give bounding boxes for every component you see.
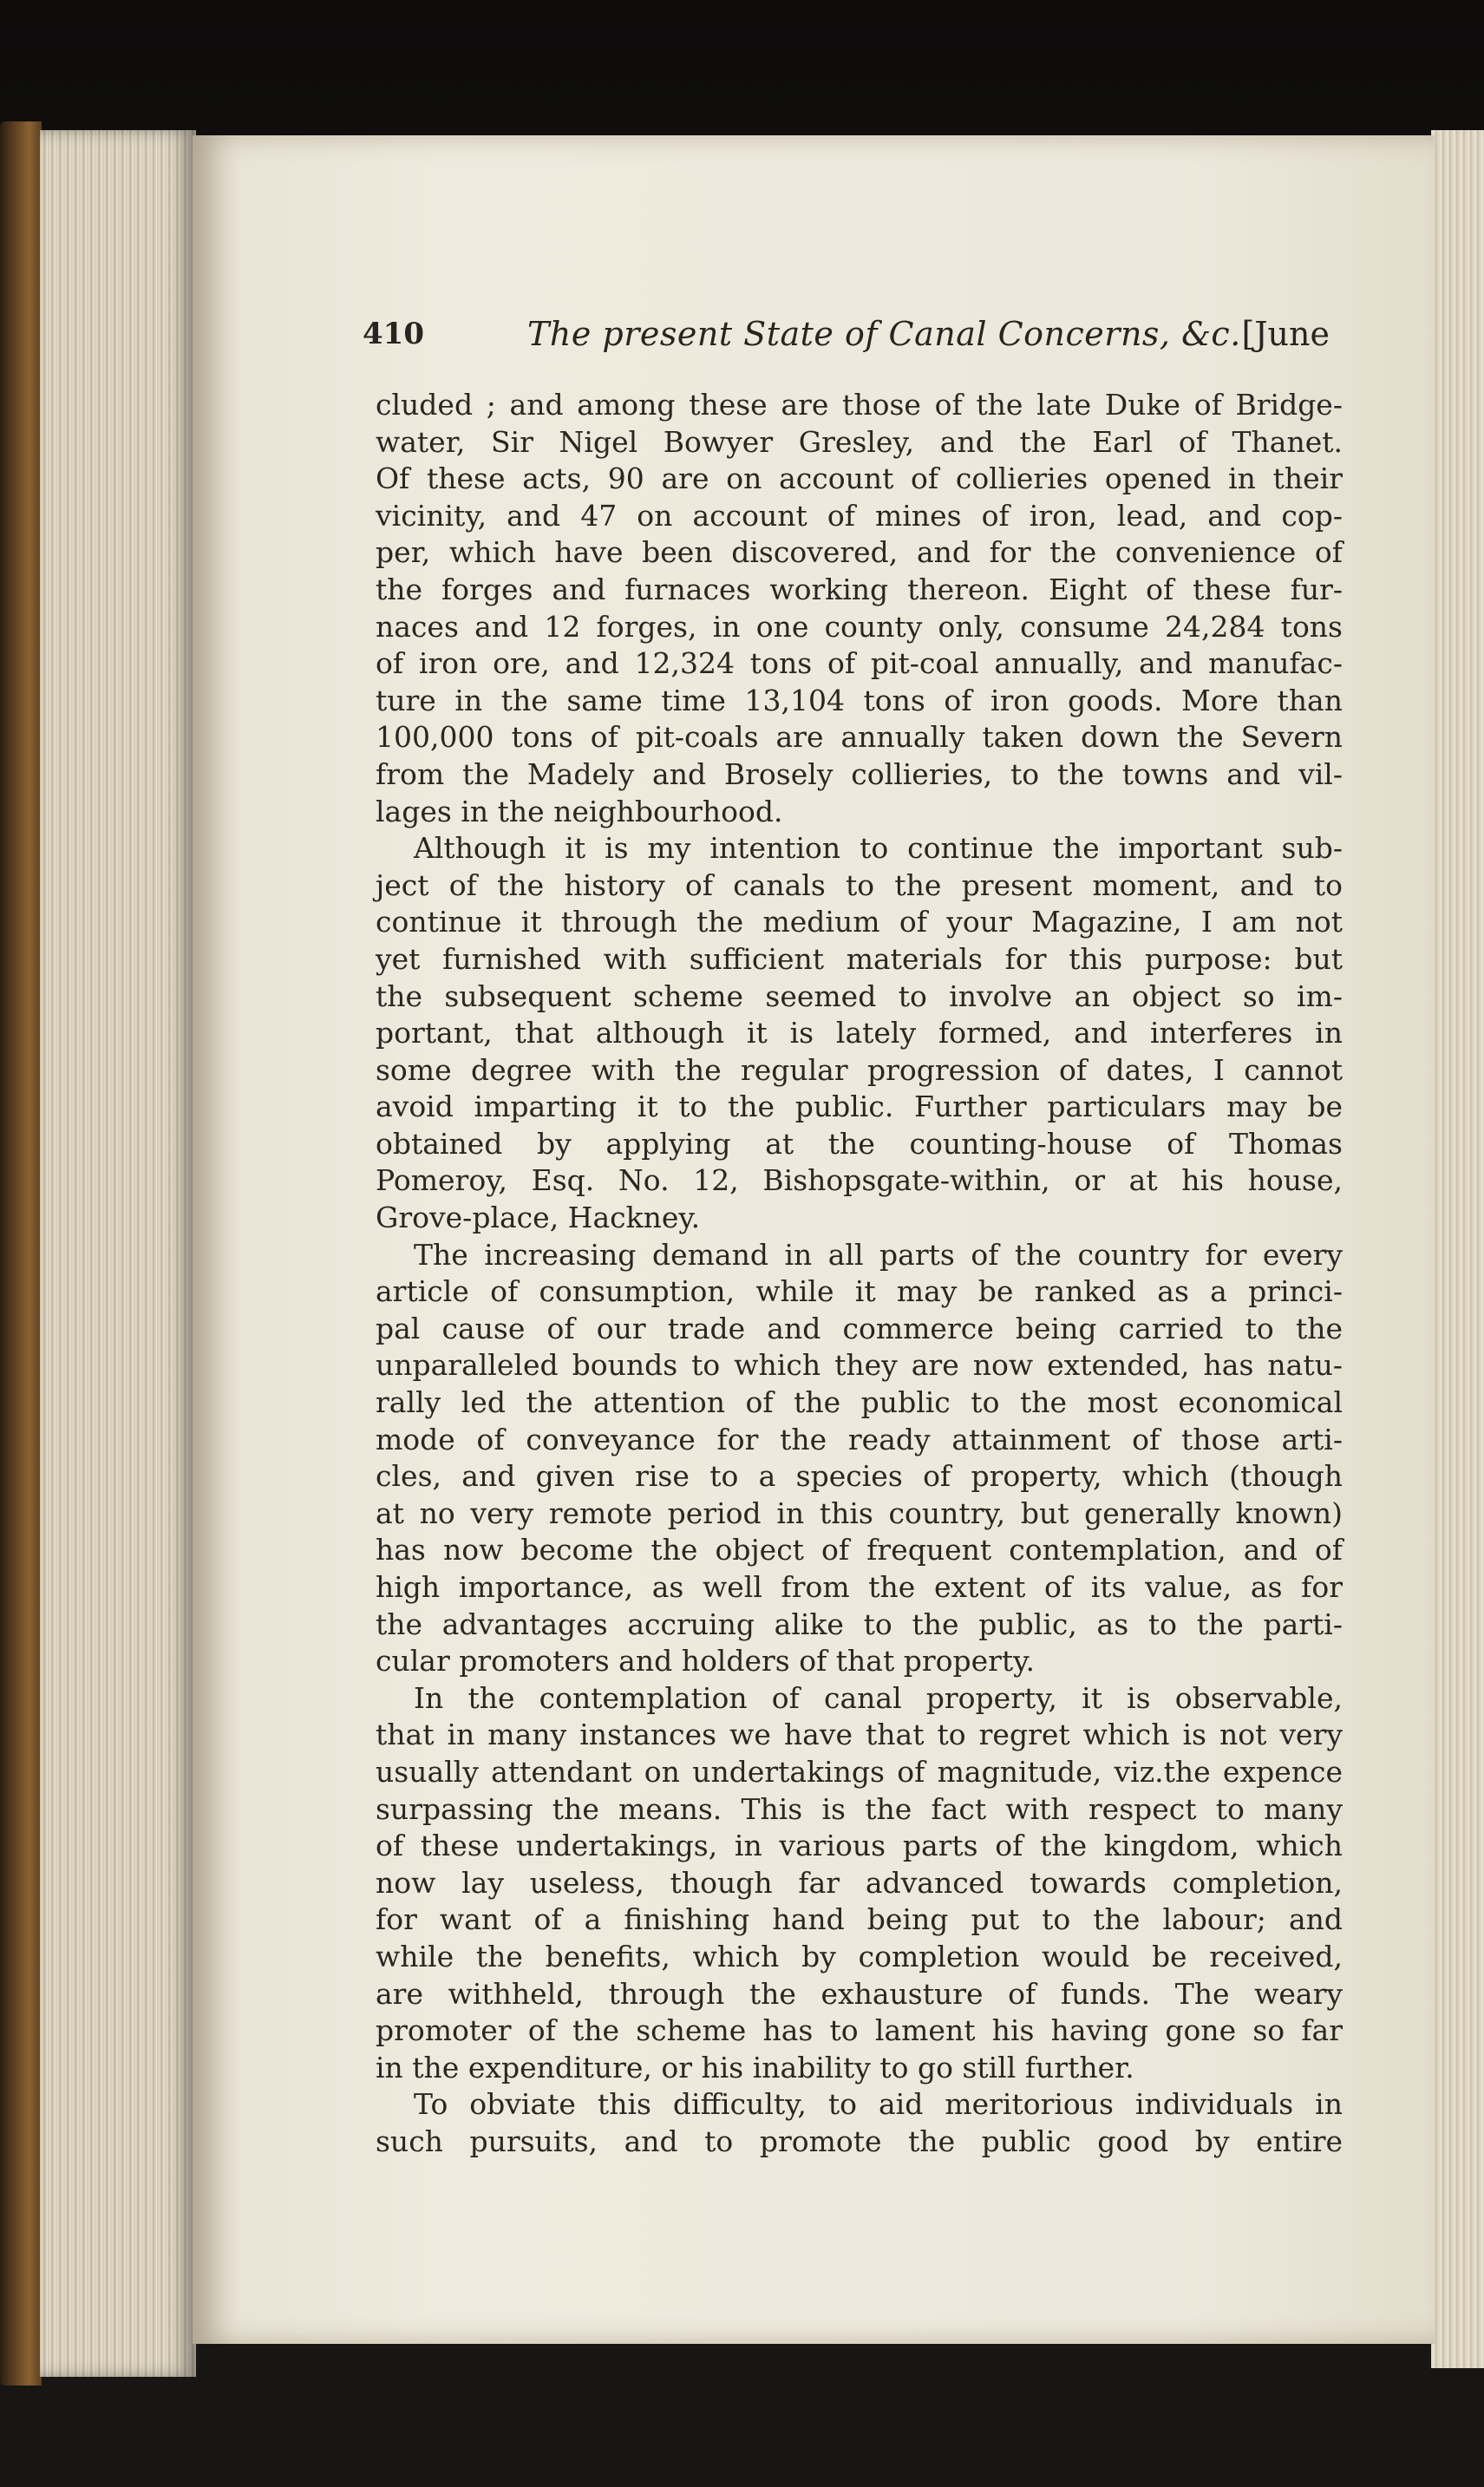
text-line: unparalleled bounds to which they are now extended, has natu- [376, 1348, 1343, 1383]
text-line: the advantages accruing alike to the public, as to the parti- [376, 1607, 1343, 1641]
text-line: Although it is my intention to continue the important sub- [414, 831, 1343, 866]
text-line: are withheld, through the exhausture of funds. The weary [376, 1976, 1343, 2011]
text-line: the forges and furnaces working thereon. Eight of these fur- [376, 572, 1343, 606]
running-month: [June [1241, 315, 1330, 353]
text-line: rally led the attention of the public to the most economical [376, 1385, 1343, 1420]
text-line: vicinity, and 47 on account of mines of iron, lead, and cop- [376, 498, 1343, 533]
text-line: has now become the object of frequent contemplation, and of [376, 1533, 1343, 1567]
text-line: pal cause of our trade and commerce being carried to the [376, 1311, 1343, 1345]
text-line: high importance, as well from the extent of its value, as for [376, 1570, 1343, 1604]
text-line: yet furnished with sufficient materials for this purpose: but [376, 941, 1343, 976]
text-line: in the expenditure, or his inability to go still further. [376, 2050, 1134, 2084]
text-line: naces and 12 forges, in one county only, consume 24,284 tons [376, 609, 1343, 644]
text-line: now lay useless, though far advanced towards completion, [376, 1865, 1343, 1900]
left-page-stack [40, 130, 196, 2377]
text-line: cluded ; and among these are those of the late Duke of Bridge- [376, 388, 1343, 422]
text-line: of these undertakings, in various parts of the kingdom, which [376, 1829, 1343, 1863]
text-line: of iron ore, and 12,324 tons of pit-coal annually, and manufac- [376, 646, 1343, 681]
text-line: ject of the history of canals to the present moment, and to [376, 867, 1343, 902]
text-line: Grove-place, Hackney. [376, 1201, 701, 1235]
text-line: The increasing demand in all parts of the country for every [414, 1237, 1343, 1272]
text-line: promoter of the scheme has to lament his having gone so far [376, 2013, 1343, 2048]
running-head [363, 317, 1330, 369]
text-line: obtained by applying at the counting-house of Thomas [376, 1126, 1343, 1161]
right-page-stack [1431, 130, 1484, 2368]
page-number: 410 [363, 317, 424, 351]
text-line: at no very remote period in this country, but generally known) [376, 1495, 1343, 1530]
text-line: avoid imparting it to the public. Further particulars may be [376, 1090, 1343, 1124]
text-line: usually attendant on undertakings of magnitude, viz.the expence [376, 1754, 1343, 1789]
text-line: some degree with the regular progression of dates, I cannot [376, 1052, 1343, 1087]
text-line: lages in the neighbourhood. [376, 794, 783, 828]
text-line: for want of a finishing hand being put to the labour; and [376, 1902, 1343, 1937]
text-line: while the benefits, which by completion would be received, [376, 1939, 1343, 1973]
book-cover-edge [0, 121, 42, 2386]
running-title: The present State of Canal Concerns, &c. [527, 315, 1241, 353]
text-line: mode of conveyance for the ready attainment of those arti- [376, 1422, 1343, 1456]
text-line: cular promoters and holders of that property. [376, 1644, 1035, 1679]
text-line: portant, that although it is lately formed, and interferes in [376, 1016, 1343, 1050]
text-line: In the contemplation of canal property, it is observable, [414, 1680, 1343, 1715]
text-line: that in many instances we have that to regret which is not very [376, 1718, 1343, 1752]
text-line: 100,000 tons of pit-coals are annually taken down the Severn [376, 720, 1343, 755]
text-line: cles, and given rise to a species of property, which (though [376, 1459, 1343, 1494]
text-line: article of consumption, while it may be ranked as a princi- [376, 1274, 1343, 1309]
text-line: surpassing the means. This is the fact with respect to many [376, 1791, 1343, 1826]
text-line: continue it through the medium of your Magazine, I am not [376, 905, 1343, 939]
body-text [376, 387, 1343, 2161]
text-line: ture in the same time 13,104 tons of iron goods. More than [376, 683, 1343, 717]
text-line: Pomeroy, Esq. No. 12, Bishopsgate-within, or at his house, [376, 1163, 1343, 1198]
text-line: Of these acts, 90 are on account of collieries opened in their [376, 461, 1343, 496]
text-line: per, which have been discovered, and for the convenience of [376, 535, 1343, 570]
text-line: To obviate this difficulty, to aid meritorious individuals in [414, 2087, 1343, 2122]
text-line: such pursuits, and to promote the public good by entire [376, 2124, 1343, 2158]
text-line: from the Madely and Brosely collieries, to the towns and vil- [376, 756, 1343, 791]
text-line: water, Sir Nigel Bowyer Gresley, and the Earl of Thanet. [376, 424, 1343, 459]
text-line: the subsequent scheme seemed to involve an object so im- [376, 978, 1343, 1013]
